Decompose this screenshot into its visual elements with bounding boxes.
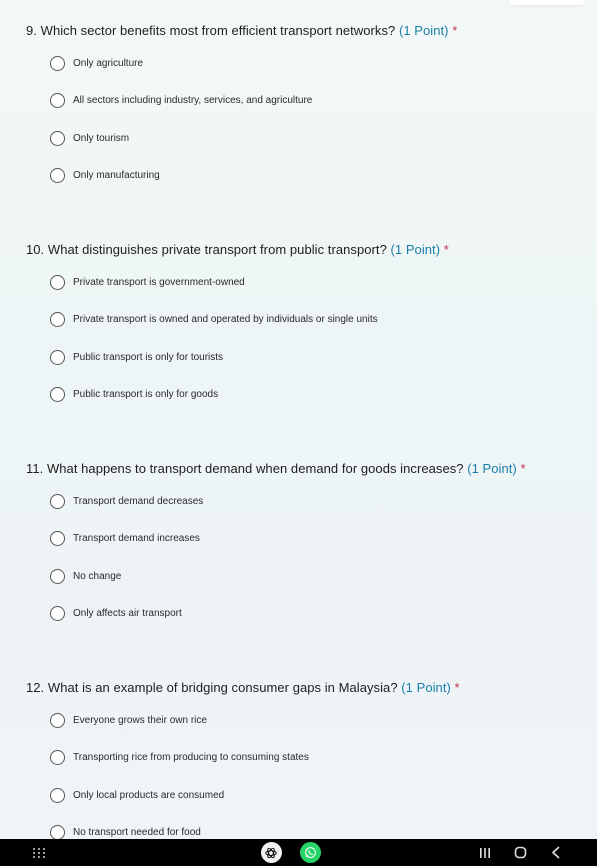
option-label: Transporting rice from producing to consuming states — [73, 751, 309, 763]
option[interactable] — [50, 492, 203, 510]
question-text: What happens to transport demand when demand for goods increases? — [46, 461, 464, 476]
radio-button[interactable] — [50, 569, 65, 584]
radio-button[interactable] — [50, 93, 65, 108]
radio-button[interactable] — [50, 56, 65, 71]
question-number: 9. — [26, 23, 37, 38]
option-label: Public transport is only for tourists — [73, 351, 224, 363]
question-text: What is an example of bridging consumer gaps in Malaysia? — [47, 680, 398, 695]
option[interactable] — [50, 711, 207, 729]
radio-button[interactable] — [50, 275, 65, 290]
required-marker: * — [452, 23, 458, 38]
option-label: All sectors including industry, services, and agriculture — [73, 94, 313, 106]
whatsapp-icon[interactable] — [298, 839, 322, 866]
radio-button[interactable] — [50, 713, 65, 728]
question-title — [26, 680, 460, 695]
radio-button[interactable] — [50, 788, 65, 803]
option[interactable] — [50, 529, 200, 547]
radio-button[interactable] — [50, 131, 65, 146]
option[interactable] — [50, 310, 378, 328]
radio-button[interactable] — [50, 494, 65, 509]
radio-button[interactable] — [50, 350, 65, 365]
radio-button[interactable] — [50, 750, 65, 765]
option[interactable] — [50, 748, 309, 766]
option[interactable] — [50, 786, 224, 804]
apps-grid-icon[interactable] — [30, 839, 48, 866]
system-navigation-bar — [0, 839, 597, 866]
option[interactable] — [50, 166, 160, 184]
option[interactable] — [50, 129, 129, 147]
question-number: 11. — [26, 461, 44, 476]
question-title — [26, 242, 449, 257]
question-points: (1 Point) — [401, 680, 451, 695]
radio-button[interactable] — [50, 825, 65, 840]
top-tab — [509, 0, 585, 5]
option-label: No change — [73, 570, 122, 582]
question-points: (1 Point) — [467, 461, 517, 476]
option-label: Only affects air transport — [73, 607, 182, 619]
option-label: No transport needed for food — [73, 826, 201, 838]
required-marker: * — [520, 461, 526, 476]
radio-button[interactable] — [50, 312, 65, 327]
back-icon[interactable] — [546, 839, 566, 866]
required-marker: * — [443, 242, 449, 257]
question-points: (1 Point) — [390, 242, 441, 257]
option[interactable] — [50, 604, 182, 622]
option-label: Only manufacturing — [73, 169, 160, 181]
option-label: Only local products are consumed — [73, 789, 225, 801]
question-title — [26, 23, 457, 38]
question-text: Which sector benefits most from efficient transport networks? — [40, 23, 396, 38]
question-points: (1 Point) — [398, 23, 449, 38]
required-marker: * — [454, 680, 460, 695]
option-label: Only agriculture — [73, 57, 144, 69]
option[interactable] — [50, 273, 245, 291]
option-label: Everyone grows their own rice — [73, 714, 207, 726]
option-label: Only tourism — [73, 132, 130, 144]
option[interactable] — [50, 385, 218, 403]
option-label: Private transport is government-owned — [73, 276, 245, 288]
chatgpt-icon[interactable] — [259, 839, 283, 866]
question-text: What distinguishes private transport from public transport? — [47, 242, 387, 257]
question-title — [26, 461, 526, 476]
option[interactable] — [50, 567, 121, 585]
home-icon[interactable] — [510, 839, 530, 866]
option[interactable] — [50, 54, 143, 72]
option[interactable] — [50, 91, 312, 109]
option-label: Private transport is owned and operated by individuals or single units — [73, 313, 378, 325]
radio-button[interactable] — [50, 531, 65, 546]
radio-button[interactable] — [50, 387, 65, 402]
recents-icon[interactable] — [476, 839, 494, 866]
option-label: Transport demand increases — [73, 532, 200, 544]
option[interactable] — [50, 348, 223, 366]
option-label: Transport demand decreases — [73, 495, 204, 507]
option-label: Public transport is only for goods — [73, 388, 219, 400]
question-number: 10. — [26, 242, 45, 257]
question-number: 12. — [26, 680, 45, 695]
radio-button[interactable] — [50, 168, 65, 183]
radio-button[interactable] — [50, 606, 65, 621]
